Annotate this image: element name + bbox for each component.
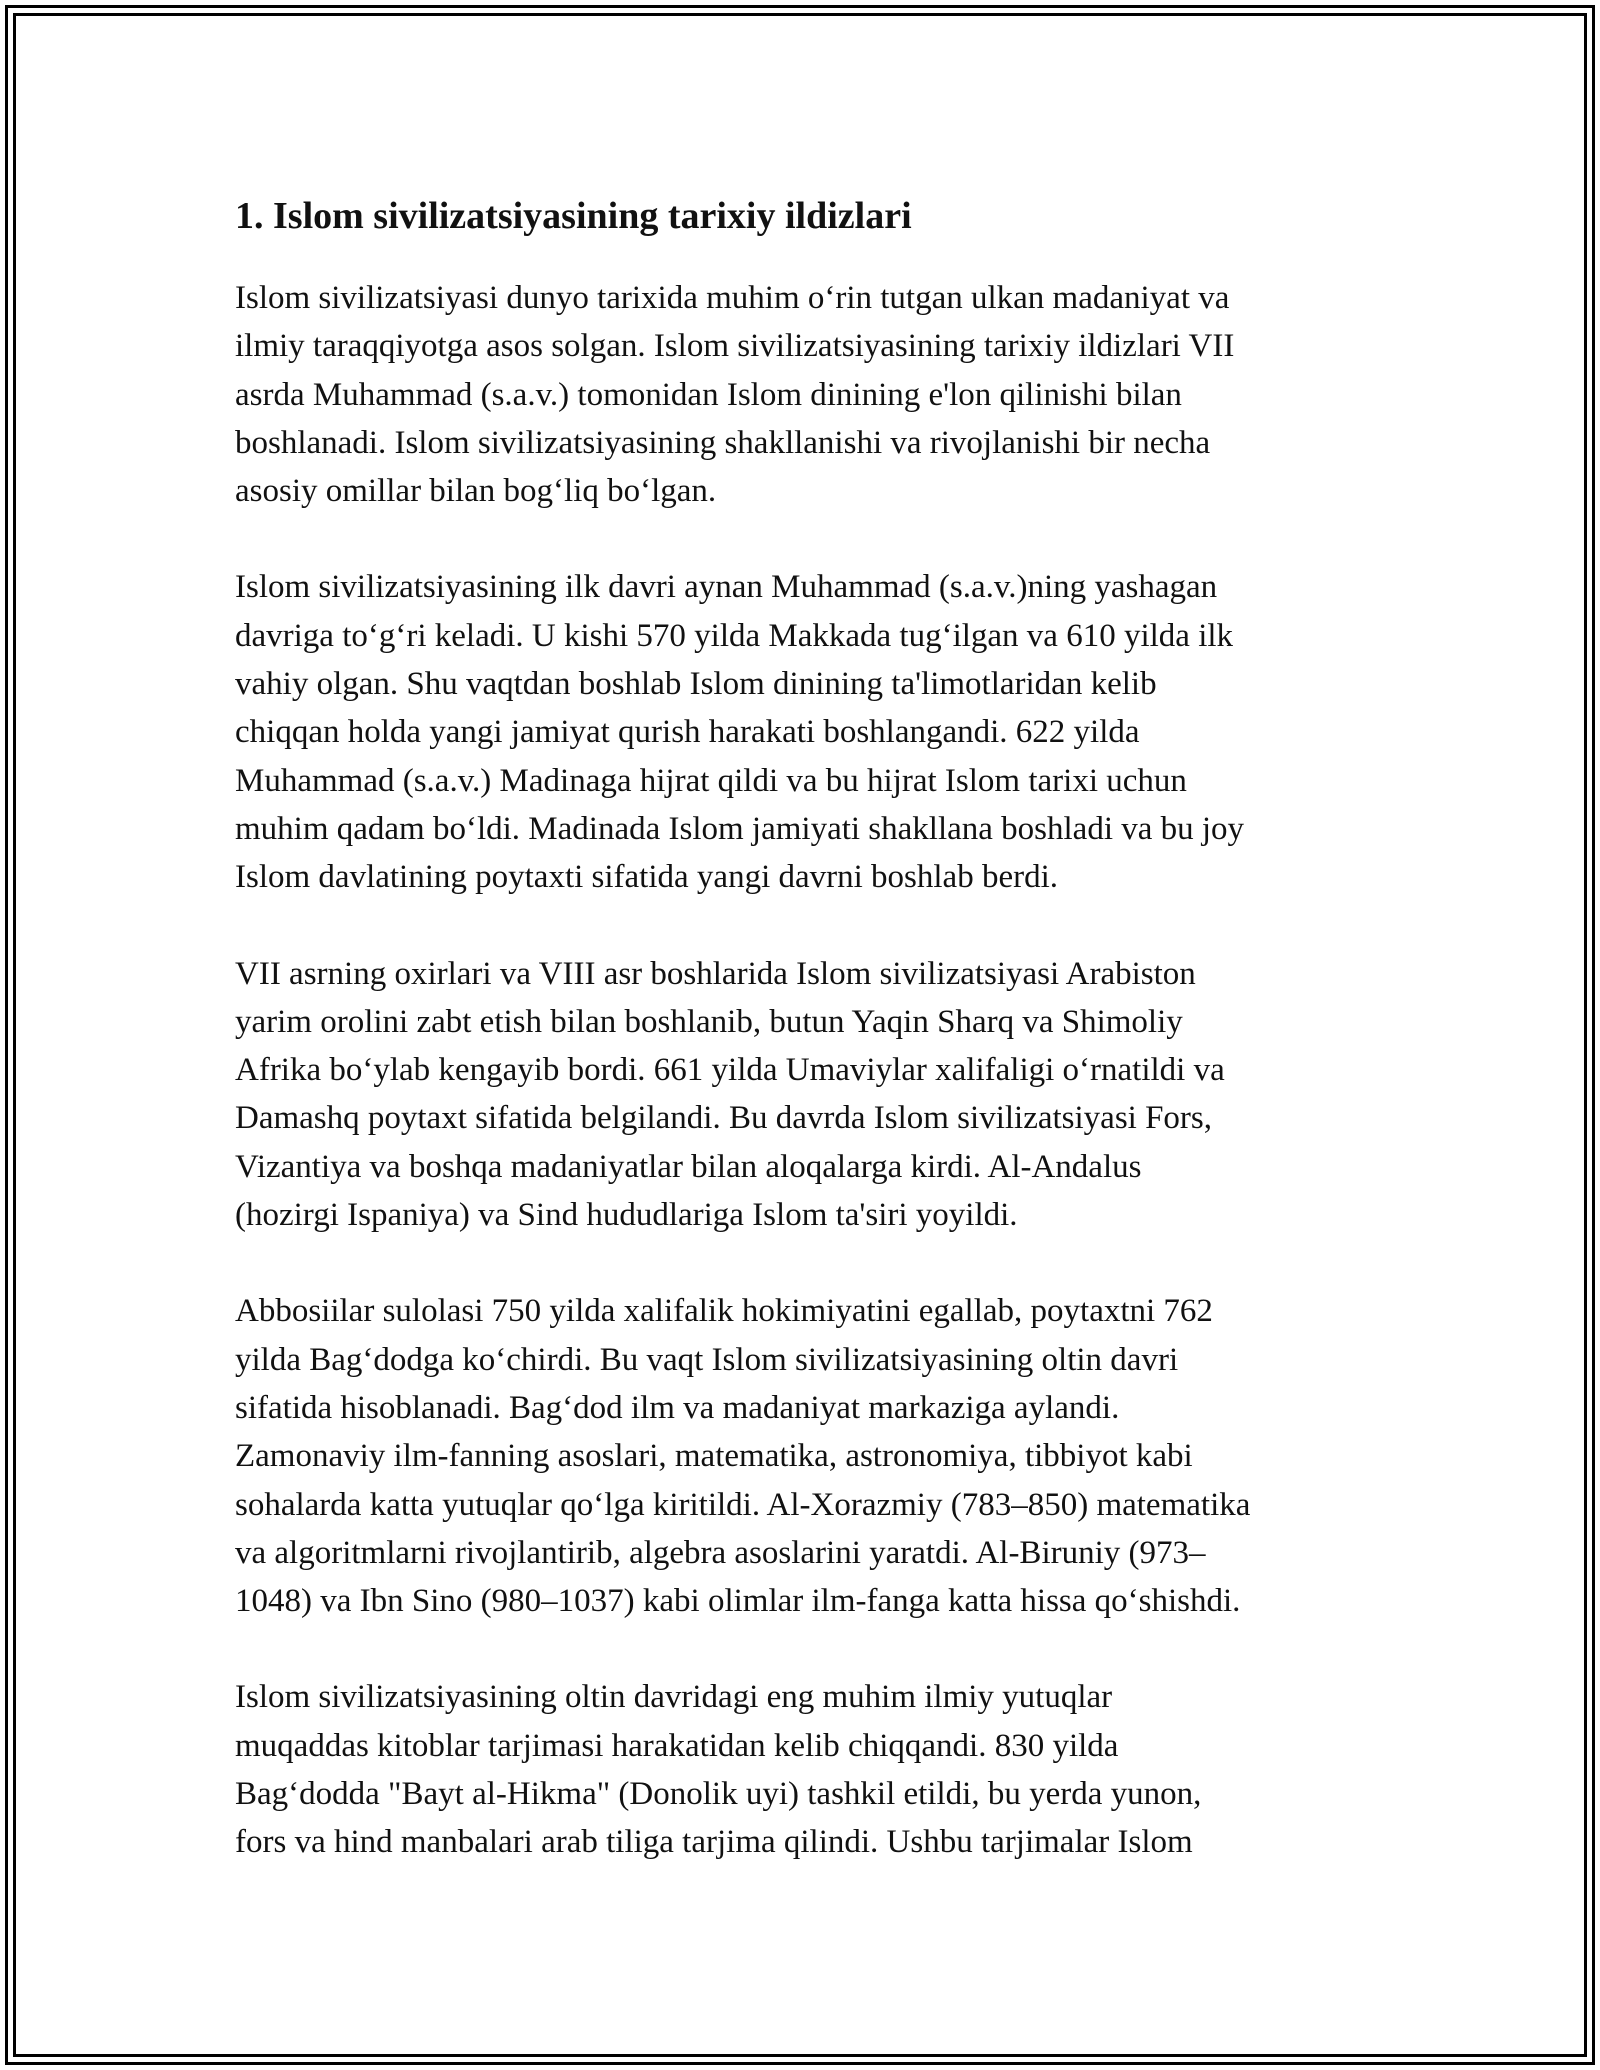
paragraph-line: (hozirgi Ispaniya) va Sind hududlariga Islom ta'siri yoyildi. — [235, 1197, 1018, 1234]
paragraph-5 — [235, 1673, 1375, 1866]
paragraph-line: boshlanadi. Islom sivilizatsiyasining shakllanishi va rivojlanishi bir necha — [235, 424, 1211, 461]
paragraph-line: muqaddas kitoblar tarjimasi harakatidan kelib chiqqandi. 830 yilda — [235, 1727, 1119, 1764]
paragraph-4 — [235, 1287, 1375, 1625]
paragraph-line: 1048) va Ibn Sino (980–1037) kabi olimlar ilm-fanga katta hissa qo‘shishdi. — [235, 1583, 1241, 1620]
paragraph-line: asrda Muhammad (s.a.v.) tomonidan Islom dinining e'lon qilinishi bilan — [235, 376, 1182, 413]
paragraph-2 — [235, 563, 1375, 901]
paragraph-1 — [235, 274, 1375, 515]
paragraph-line: sohalarda katta yutuqlar qo‘lga kiritildi. Al-Xorazmiy (783–850) matematika — [235, 1486, 1251, 1523]
paragraph-line: yilda Bag‘dodga ko‘chirdi. Bu vaqt Islom sivilizatsiyasining oltin davri — [235, 1341, 1179, 1378]
paragraph-line: sifatida hisoblanadi. Bag‘dod ilm va madaniyat markaziga aylandi. — [235, 1389, 1120, 1426]
paragraph-line: Muhammad (s.a.v.) Madinaga hijrat qildi va bu hijrat Islom tarixi uchun — [235, 762, 1187, 799]
paragraph-line: Abbosiilar sulolasi 750 yilda xalifalik hokimiyatini egallab, poytaxtni 762 — [235, 1293, 1213, 1330]
paragraph-line: Damashq poytaxt sifatida belgilandi. Bu davrda Islom sivilizatsiyasi Fors, — [235, 1100, 1213, 1137]
paragraph-line: VII asrning oxirlari va VIII asr boshlarida Islom sivilizatsiyasi Arabiston — [235, 955, 1196, 992]
paragraph-line: Islom sivilizatsiyasining oltin davridagi eng muhim ilmiy yutuqlar — [235, 1679, 1113, 1716]
paragraph-line: Bag‘dodda "Bayt al-Hikma" (Donolik uyi) tashkil etildi, bu yerda yunon, — [235, 1776, 1202, 1813]
paragraph-line: Zamonaviy ilm-fanning asoslari, matematika, astronomiya, tibbiyot kabi — [235, 1438, 1193, 1475]
section-heading: 1. Islom sivilizatsiyasining tarixiy ildizlari — [235, 195, 912, 237]
paragraph-line: fors va hind manbalari arab tiliga tarjima qilindi. Ushbu tarjimalar Islom — [235, 1824, 1193, 1861]
paragraph-line: vahiy olgan. Shu vaqtdan boshlab Islom dinining ta'limotlaridan kelib — [235, 666, 1157, 703]
document-body — [235, 188, 1375, 1867]
paragraph-line: Islom sivilizatsiyasining ilk davri aynan Muhammad (s.a.v.)ning yashagan — [235, 569, 1218, 606]
paragraph-line: asosiy omillar bilan bog‘liq bo‘lgan. — [235, 473, 717, 510]
paragraph-line: va algoritmlarni rivojlantirib, algebra asoslarini yaratdi. Al-Biruniy (973– — [235, 1534, 1206, 1571]
paragraph-3 — [235, 950, 1375, 1240]
paragraph-line: chiqqan holda yangi jamiyat qurish harakati boshlangandi. 622 yilda — [235, 714, 1140, 751]
paragraph-line: Islom davlatining poytaxti sifatida yangi davrni boshlab berdi. — [235, 859, 1059, 896]
paragraph-line: ilmiy taraqqiyotga asos solgan. Islom sivilizatsiyasining tarixiy ildizlari VII — [235, 328, 1235, 365]
paragraph-line: yarim orolini zabt etish bilan boshlanib, butun Yaqin Sharq va Shimoliy — [235, 1003, 1183, 1040]
paragraph-line: Islom sivilizatsiyasi dunyo tarixida muhim o‘rin tutgan ulkan madaniyat va — [235, 280, 1230, 316]
paragraph-line: davriga to‘g‘ri keladi. U kishi 570 yilda Makkada tug‘ilgan va 610 yilda ilk — [235, 617, 1234, 654]
paragraph-line: muhim qadam bo‘ldi. Madinada Islom jamiyati shakllana boshladi va bu joy — [235, 810, 1245, 847]
paragraph-line: Vizantiya va boshqa madaniyatlar bilan aloqalarga kirdi. Al-Andalus — [235, 1148, 1142, 1185]
paragraph-line: Afrika bo‘ylab kengayib bordi. 661 yilda Umaviylar xalifaligi o‘rnatildi va — [235, 1052, 1225, 1089]
